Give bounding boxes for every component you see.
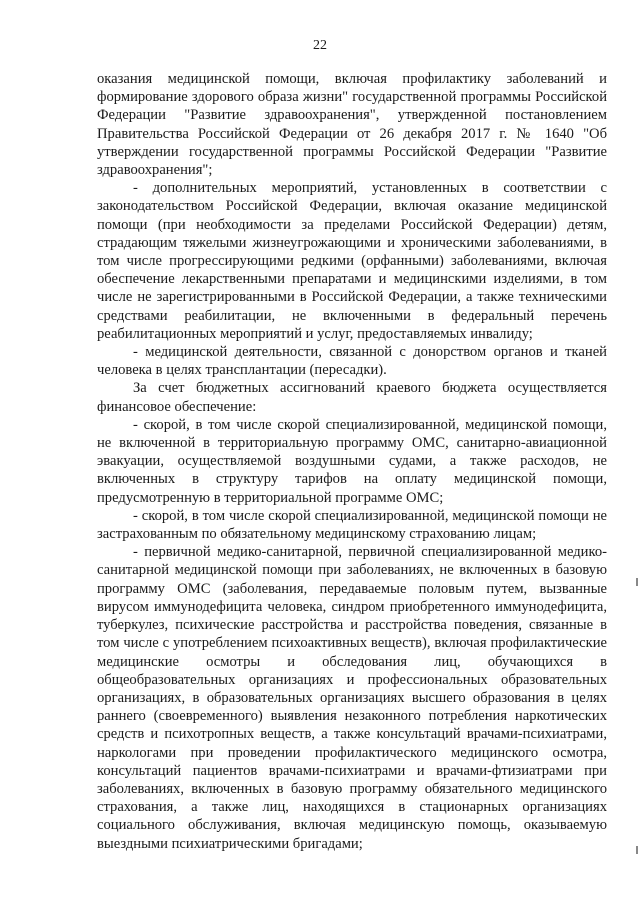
scan-artifact [636,578,638,586]
paragraph: - медицинской деятельности, связанной с донорством органов и тканей человека в целях трансплантации (пересадки). [97,344,607,379]
paragraph: - скорой, в том числе скорой специализированной, медицинской помощи не застрахованным по обязательному медицинскому страхованию лицам; [97,507,607,543]
paragraph: - скорой, в том числе скорой специализированной, медицинской помощи, не включенной в территориальную программу ОМС, санитарно-авиационной эвакуации, осуществляемой воздушными судами, а также расходов, не включенных в структуру тарифов на оплату медицинской помощи, предусмотренную в территориальной программе ОМС; [97,416,607,506]
document-body [97,70,607,853]
paragraph: - первичной медико-санитарной, первичной специализированной медико-санитарной медицинской помощи при заболеваниях, не включенных в базовую программу ОМС (заболевания, передаваемые половым путем, вызванные вирусом иммунодефицита человека, синдром приобретенного иммунодефицита, туберкулез, психические расстройства и расстройства поведения, связанные в том числе с употреблением психоактивных веществ), включая профилактические медицинские осмотры и обследования лиц, обучающихся в общеобразовательных организациях и профессиональных образовательных организациях, в образовательных организациях высшего образования в целях раннего (своевременного) выявления незаконного потребления наркотических средств и психотропных веществ, а также консультаций врачами-психиатрами, наркологами при проведении профилактического медицинского осмотра, консультаций пациентов врачами-психиатрами и врачами-фтизиатрами при заболеваниях, включенных в базовую программу обязательного медицинского страхования, а также лиц, находящихся в стационарных организациях социального обслуживания, включая медицинскую помощь, оказываемую выездными психиатрическими бригадами; [97,544,607,852]
paragraph: За счет бюджетных ассигнований краевого бюджета осуществляется финансовое обеспечение: [97,380,607,415]
scan-artifact [636,846,638,854]
paragraph: оказания медицинской помощи, включая профилактику заболеваний и формирование здорового образа жизни" государственной программы Российской Федерации "Развитие здравоохранения", утвержденной постановлением Правительства Российской Федерации от 26 декабря 2017 г. № 1640 "Об утверждении государственной программы Российской Федерации "Развитие здравоохранения"; [97,71,607,179]
page-number: 22 [313,38,327,53]
paragraph: - дополнительных мероприятий, установленных в соответствии с законодательством Российской Федерации, включая оказание медицинской помощи (при необходимости за пределами Российской Федерации) детям, страдающим тяжелыми жизнеугрожающими и хроническими заболеваниями, в том числе прогрессирующими редкими (орфанными) заболеваниями, включая обеспечение лекарственными препаратами и медицинскими изделиями, в том числе не зарегистрированными в Российской Федерации, а также техническими средствами реабилитации, не включенными в федеральный перечень реабилитационных мероприятий и услуг, предоставляемых инвалиду; [97,180,607,342]
